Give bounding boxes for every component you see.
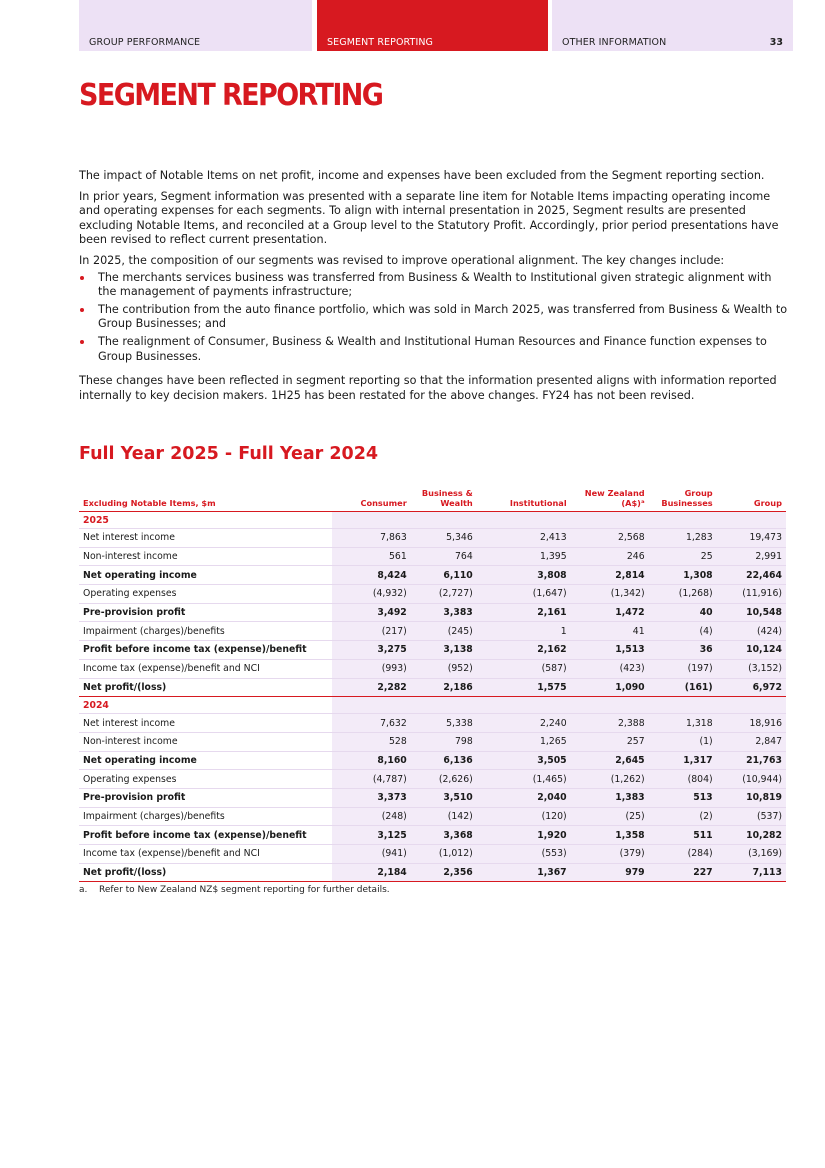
table-cell: (379): [571, 845, 649, 864]
page-title: SEGMENT REPORTING: [79, 78, 383, 113]
table-cell: 21,763: [717, 751, 786, 770]
list-item: The merchants services business was transferred from Business & Wealth to Institutional given strategic alignment with the management of payments infrastructure;: [79, 271, 791, 300]
table-cell: 36: [649, 641, 717, 660]
table-cell: 1,472: [571, 603, 649, 622]
table-cell: (553): [477, 845, 571, 864]
table-cell: (4,932): [332, 585, 411, 604]
table-cell: (1,465): [477, 770, 571, 789]
table-cell: 1: [477, 622, 571, 641]
table-cell: 5,346: [411, 529, 477, 548]
table-cell: 6,972: [717, 678, 786, 697]
intro-paragraph: The impact of Notable Items on net profit, income and expenses have been excluded from the Segment reporting section.: [79, 169, 765, 182]
year-label: 2024: [79, 697, 332, 714]
table-cell: (424): [717, 622, 786, 641]
table-cell: 8,160: [332, 751, 411, 770]
tab-label: SEGMENT REPORTING: [327, 37, 434, 48]
tab-label: GROUP PERFORMANCE: [89, 37, 201, 48]
table-row: [79, 566, 786, 585]
table-row: [79, 603, 786, 622]
footnote-marker: a.: [79, 885, 88, 895]
row-label: Non-interest income: [79, 547, 332, 566]
table-cell: 2,186: [411, 678, 477, 697]
empty-cell: [649, 697, 717, 714]
table-cell: (3,152): [717, 659, 786, 678]
table-cell: 2,282: [332, 678, 411, 697]
table-cell: 19,473: [717, 529, 786, 548]
section-title: Full Year 2025 - Full Year 2024: [79, 444, 379, 464]
empty-cell: [477, 697, 571, 714]
table-row: [79, 641, 786, 660]
table-cell: 2,240: [477, 714, 571, 733]
table-cell: (4,787): [332, 770, 411, 789]
table-cell: (197): [649, 659, 717, 678]
table-cell: 10,819: [717, 788, 786, 807]
table-cell: 1,265: [477, 732, 571, 751]
table-cell: 8,424: [332, 566, 411, 585]
table-cell: 40: [649, 603, 717, 622]
table-cell: 2,040: [477, 788, 571, 807]
table-cell: 2,184: [332, 863, 411, 882]
table-cell: (217): [332, 622, 411, 641]
row-label: Impairment (charges)/benefits: [79, 622, 332, 641]
table-cell: 18,916: [717, 714, 786, 733]
tab-group-performance[interactable]: [79, 0, 312, 51]
table-row: [79, 863, 786, 882]
table-cell: 2,568: [571, 529, 649, 548]
table-cell: 2,388: [571, 714, 649, 733]
footnote: [79, 885, 390, 895]
row-label: Pre-provision profit: [79, 603, 332, 622]
table-cell: (25): [571, 807, 649, 826]
table-cell: 561: [332, 547, 411, 566]
table-cell: 1,383: [571, 788, 649, 807]
table-cell: (993): [332, 659, 411, 678]
table-row: [79, 751, 786, 770]
table-row: [79, 826, 786, 845]
table-cell: 5,338: [411, 714, 477, 733]
table-cell: 1,395: [477, 547, 571, 566]
table-row: [79, 622, 786, 641]
table-cell: 3,368: [411, 826, 477, 845]
footnote-text: Refer to New Zealand NZ$ segment reporting for further details.: [99, 885, 390, 895]
column-header: Excluding Notable Items, $m: [79, 489, 332, 512]
table-cell: 25: [649, 547, 717, 566]
table-row: [79, 659, 786, 678]
empty-cell: [571, 512, 649, 529]
column-header: Group Businesses: [649, 489, 717, 512]
table-cell: (1,342): [571, 585, 649, 604]
table-cell: (245): [411, 622, 477, 641]
column-header: Business & Wealth: [411, 489, 477, 512]
table-cell: 10,548: [717, 603, 786, 622]
table-cell: 3,510: [411, 788, 477, 807]
table-cell: (11,916): [717, 585, 786, 604]
table-cell: 10,282: [717, 826, 786, 845]
table-cell: (941): [332, 845, 411, 864]
intro-paragraph: In 2025, the composition of our segments was revised to improve operational alignment. The key changes include:: [79, 253, 725, 267]
table-cell: 41: [571, 622, 649, 641]
table-cell: 1,513: [571, 641, 649, 660]
row-label: Non-interest income: [79, 732, 332, 751]
table-cell: 1,090: [571, 678, 649, 697]
header-tabs: [79, 0, 793, 51]
table-cell: 3,808: [477, 566, 571, 585]
column-header: Institutional: [477, 489, 571, 512]
table-cell: (2): [649, 807, 717, 826]
table-header-row: [79, 489, 786, 512]
row-label: Pre-provision profit: [79, 788, 332, 807]
table-cell: 1,575: [477, 678, 571, 697]
changes-list: [79, 271, 791, 365]
table-cell: (4): [649, 622, 717, 641]
empty-cell: [477, 512, 571, 529]
row-label: Operating expenses: [79, 770, 332, 789]
table-cell: (248): [332, 807, 411, 826]
tab-other-information[interactable]: [552, 0, 793, 51]
table-cell: 2,814: [571, 566, 649, 585]
table-cell: (1): [649, 732, 717, 751]
table-cell: 6,110: [411, 566, 477, 585]
table-cell: (1,012): [411, 845, 477, 864]
table-cell: 1,283: [649, 529, 717, 548]
table-cell: 3,492: [332, 603, 411, 622]
table-cell: 2,847: [717, 732, 786, 751]
table-cell: 1,367: [477, 863, 571, 882]
table-cell: 1,358: [571, 826, 649, 845]
table-cell: (120): [477, 807, 571, 826]
table-cell: 528: [332, 732, 411, 751]
table-row: [79, 807, 786, 826]
table-cell: 22,464: [717, 566, 786, 585]
table-row: [79, 678, 786, 697]
table-row: [79, 714, 786, 733]
row-label: Net operating income: [79, 566, 332, 585]
table-cell: (1,647): [477, 585, 571, 604]
table-row: [79, 770, 786, 789]
list-item: The realignment of Consumer, Business & Wealth and Institutional Human Resources and Finance function expenses to Group Businesses.: [79, 335, 791, 364]
table-cell: 513: [649, 788, 717, 807]
empty-cell: [571, 697, 649, 714]
row-label: Profit before income tax (expense)/benefit: [79, 641, 332, 660]
table-cell: (142): [411, 807, 477, 826]
row-label: Income tax (expense)/benefit and NCI: [79, 659, 332, 678]
table-cell: 7,863: [332, 529, 411, 548]
table-cell: 511: [649, 826, 717, 845]
year-row: [79, 512, 786, 529]
table-cell: 3,505: [477, 751, 571, 770]
closing-paragraph: These changes have been reflected in segment reporting so that the information presented aligns with information reported internally to key decision makers. 1H25 has been restated for the above changes. FY24 has not been revised.: [79, 374, 777, 402]
empty-cell: [332, 512, 411, 529]
row-label: Net profit/(loss): [79, 863, 332, 882]
row-label: Profit before income tax (expense)/benefit: [79, 826, 332, 845]
table-cell: 227: [649, 863, 717, 882]
table-cell: (537): [717, 807, 786, 826]
empty-cell: [649, 512, 717, 529]
table-cell: (423): [571, 659, 649, 678]
table-row: [79, 547, 786, 566]
table-cell: (161): [649, 678, 717, 697]
table-cell: 3,373: [332, 788, 411, 807]
year-row: [79, 697, 786, 714]
table-cell: 2,991: [717, 547, 786, 566]
page-number: 33: [769, 37, 783, 48]
table-cell: (952): [411, 659, 477, 678]
table-cell: 2,413: [477, 529, 571, 548]
table-cell: 7,632: [332, 714, 411, 733]
table-cell: (804): [649, 770, 717, 789]
tab-label: OTHER INFORMATION: [562, 37, 667, 48]
table-cell: 798: [411, 732, 477, 751]
table-cell: 1,317: [649, 751, 717, 770]
table-cell: 3,125: [332, 826, 411, 845]
table-cell: 246: [571, 547, 649, 566]
row-label: Net profit/(loss): [79, 678, 332, 697]
row-label: Income tax (expense)/benefit and NCI: [79, 845, 332, 864]
list-item: The contribution from the auto finance portfolio, which was sold in March 2025, was transferred from Business & Wealth to Group Businesses; and: [79, 303, 791, 332]
tab-segment-reporting[interactable]: [317, 0, 548, 51]
table-row: [79, 732, 786, 751]
segment-table: [79, 489, 786, 882]
body-text: [79, 169, 791, 409]
table-cell: 3,275: [332, 641, 411, 660]
table-cell: 2,356: [411, 863, 477, 882]
intro-paragraph: In prior years, Segment information was presented with a separate line item for Notable Items impacting operating income and operating expenses for each segments. To align with internal presentation in 2025, Segment results are presented excluding Notable Items, and reconciled at a Group level to the Statutory Profit. Accordingly, prior period presentations have been revised to reflect current presentation.: [79, 189, 779, 247]
table-cell: (1,262): [571, 770, 649, 789]
empty-cell: [411, 697, 477, 714]
row-label: Net interest income: [79, 529, 332, 548]
table-row: [79, 845, 786, 864]
table-cell: 257: [571, 732, 649, 751]
table-cell: 2,645: [571, 751, 649, 770]
table-cell: (10,944): [717, 770, 786, 789]
table-cell: (2,727): [411, 585, 477, 604]
empty-cell: [411, 512, 477, 529]
table-cell: 1,920: [477, 826, 571, 845]
year-label: 2025: [79, 512, 332, 529]
table-cell: (587): [477, 659, 571, 678]
table-cell: 2,161: [477, 603, 571, 622]
table-cell: 6,136: [411, 751, 477, 770]
row-label: Net operating income: [79, 751, 332, 770]
table-cell: 764: [411, 547, 477, 566]
table-row: [79, 788, 786, 807]
row-label: Impairment (charges)/benefits: [79, 807, 332, 826]
row-label: Operating expenses: [79, 585, 332, 604]
table-cell: 3,383: [411, 603, 477, 622]
column-header: New Zealand (A$)ᵃ: [571, 489, 649, 512]
table-row: [79, 529, 786, 548]
column-header: Group: [717, 489, 786, 512]
table-cell: (284): [649, 845, 717, 864]
table-row: [79, 585, 786, 604]
empty-cell: [717, 697, 786, 714]
table-cell: (1,268): [649, 585, 717, 604]
column-header: Consumer: [332, 489, 411, 512]
row-label: Net interest income: [79, 714, 332, 733]
table-cell: 1,308: [649, 566, 717, 585]
table-body: [79, 512, 786, 882]
empty-cell: [332, 697, 411, 714]
table-cell: (2,626): [411, 770, 477, 789]
table-cell: 1,318: [649, 714, 717, 733]
empty-cell: [717, 512, 786, 529]
table-cell: 2,162: [477, 641, 571, 660]
table-cell: 3,138: [411, 641, 477, 660]
table-cell: 979: [571, 863, 649, 882]
table-cell: (3,169): [717, 845, 786, 864]
table-cell: 10,124: [717, 641, 786, 660]
table-cell: 7,113: [717, 863, 786, 882]
